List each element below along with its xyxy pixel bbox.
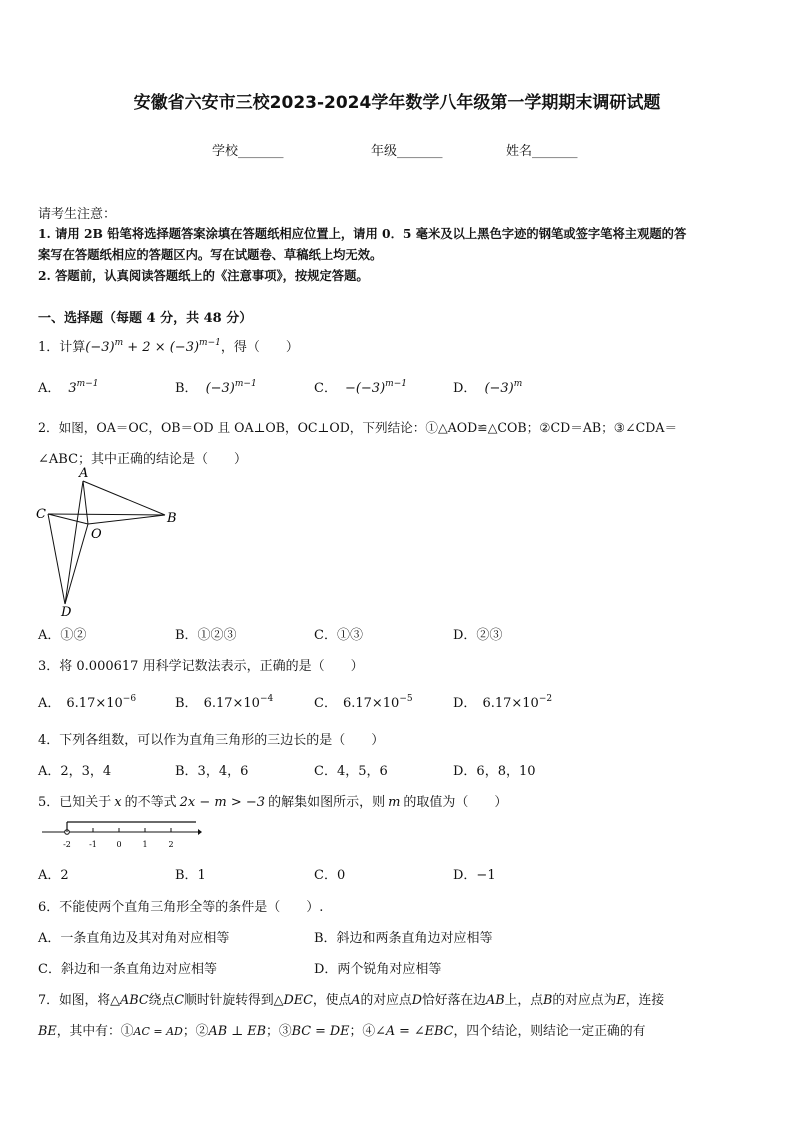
q3-b-sup: −4 [259,694,274,704]
q3-c-base: 6.17×10 [342,696,400,711]
q1-option-b [175,377,257,396]
q7-conclusion-4: ∠A = ∠EBC [375,1024,454,1039]
q4-option-d: D．6，8，10 [453,764,536,779]
q1-b-sup: m−1 [234,379,257,389]
q5-option-c: C．0 [314,868,346,883]
q7-seg-be: BE [38,1024,57,1039]
q2-figure [30,466,190,622]
q1-c-label: C． [314,381,337,396]
grade-field: 年级_______ [371,144,443,159]
segment-ao [83,481,88,524]
q1-expr-mid: + 2 × (−3) [123,340,200,355]
q6-stem: 6．不能使两个直角三角形全等的条件是（ ）. [38,900,324,915]
q1-b-label: B． [175,381,198,396]
q3-a-sup: −6 [122,694,137,704]
notice-line-1: 1. 请用 2B 铅笔将选择题答案涂填在答题纸相应位置上，请用 0．5 毫米及以上黑色字迹的钢笔或签字笔将主观题的答 [38,226,687,241]
q5-stem-b: 的不等式 [124,795,177,810]
q2-stem-line-2: ∠ABC；其中正确的结论是（ ） [38,452,248,467]
q7-tri-dec: △DEC [273,993,313,1008]
q6-option-d: D．两个锐角对应相等 [314,962,442,977]
page-title: 安徽省六安市三校2023-2024学年数学八年级第一学期期末调研试题 [133,93,661,113]
q5-stem [38,791,507,810]
q7-pt-a: A [351,993,361,1008]
q7-t3: 顺时针旋转得到 [184,993,274,1008]
q5-stem-a: 5．已知关于 [38,795,112,810]
q3-c-label: C． [314,696,337,711]
q7-t11: ；② [182,1024,209,1039]
q7-t6: 恰好落在边 [421,993,486,1008]
q3-option-d [453,692,552,711]
section-heading: 一、选择题（每题 4 分，共 48 分） [38,311,253,326]
label-d: D [61,605,72,620]
q2-option-c: C．①③ [314,628,363,643]
segment-ad [65,481,83,604]
school-field: 学校_______ [212,144,284,159]
q1-a-base: 3 [68,381,77,396]
q7-t5: 的对应点 [360,993,412,1008]
q1-expr-sup1: m [114,338,124,348]
notice-heading: 请考生注意： [38,207,117,222]
q5-option-b: B．1 [175,868,206,883]
q3-a-base: 6.17×10 [66,696,123,711]
q3-a-label: A． [38,696,61,711]
q3-option-c [314,692,413,711]
q7-stem-line-2 [38,1020,645,1039]
tick-label: 2 [168,840,174,849]
q7-pt-c: C [174,993,185,1008]
q7-pt-d: D [411,993,422,1008]
q3-d-label: D． [453,696,477,711]
q1-b-base: (−3) [205,381,235,396]
tick-label: -1 [89,840,97,849]
q6-option-a: A．一条直角边及其对角对应相等 [38,931,230,946]
q7-t8: 的对应点为 [552,993,617,1008]
q1-option-a [38,377,98,396]
q1-a-label: A． [38,381,61,396]
label-a: A [79,466,89,481]
label-o: O [91,527,102,542]
q1-d-base: (−3) [484,381,514,396]
q7-t12: ；③ [266,1024,292,1039]
segment-ab [83,481,165,515]
q7-t4: ，使点 [312,993,352,1008]
tick-label: 0 [116,840,122,849]
q1-expr-sup2: m−1 [199,338,221,348]
segment-od [65,524,88,604]
q6-option-b: B．斜边和两条直角边对应相等 [314,931,493,946]
q1-prefix: 1．计算 [38,340,86,355]
tick-label: 1 [142,840,148,849]
q4-stem: 4．下列各组数，可以作为直角三角形的三边长的是（ ） [38,733,385,748]
label-c: C [36,507,46,522]
q2-option-a: A．①② [38,628,87,643]
notice-line-3: 2. 答题前，认真阅读答题纸上的《注意事项》，按规定答题。 [38,268,369,283]
q5-inequality: 2x − m > −3 [179,795,266,810]
q3-stem: 3．将 0.000617 用科学记数法表示，正确的是（ ） [38,659,364,674]
segment-co [48,514,88,524]
q2-stem-line-1: 2．如图，OA＝OC，OB＝OD 且 OA⊥OB，OC⊥OD，下列结论：①△AOD≌△COB；②CD＝AB；③∠CDA＝ [38,420,678,435]
notice-line-2: 案写在答题纸相应的答题区内。写在试题卷、草稿纸上均无效。 [38,247,383,262]
q3-c-sup: −5 [399,694,413,704]
q1-suffix: ，得（ ） [220,340,299,355]
q4-option-b: B．3，4，6 [175,764,249,779]
q5-var-m: m [388,795,401,810]
q1-stem [38,336,299,355]
q4-option-c: C．4，5，6 [314,764,388,779]
q1-a-sup: m−1 [76,379,99,389]
segment-ob [88,515,165,524]
label-b: B [167,511,177,526]
q7-t10: ，其中有：① [56,1024,134,1039]
q5-option-d: D．−1 [453,868,496,883]
q4-option-a: A．2，3，4 [38,764,112,779]
q1-d-label: D． [453,381,477,396]
q2-option-d: D．②③ [453,628,503,643]
q3-option-b [175,692,273,711]
q5-var-x: x [114,795,122,810]
q2-option-b: B．①②③ [175,628,237,643]
q7-tri-abc: △ABC [110,993,149,1008]
q1-expr [85,340,221,355]
name-field: 姓名_______ [506,144,578,159]
q1-option-c [314,377,407,396]
q7-pt-e: E [616,993,626,1008]
q3-option-a [38,692,136,711]
q7-conclusion-1: AC = AD [133,1025,183,1038]
q7-stem-line-1 [38,989,664,1008]
q1-expr-base: (−3) [85,340,115,355]
q1-c-base: −(−3) [344,381,386,396]
q7-t9: ，连接 [625,993,665,1008]
q6-option-c: C．斜边和一条直角边对应相等 [38,962,217,977]
q7-t7: 上，点 [504,993,543,1008]
q7-conclusion-2: AB ⊥ EB [208,1024,267,1039]
tick-label: -2 [63,840,71,849]
q1-c-sup: m−1 [385,379,407,389]
segment-cd [48,514,65,604]
q7-t1: 7．如图，将 [38,993,111,1008]
q5-stem-c: 的解集如图所示，则 [268,795,386,810]
q5-stem-d: 的取值为（ ） [403,795,508,810]
q7-t2: 绕点 [148,993,175,1008]
q7-t14: ，四个结论，则结论一定正确的有 [453,1024,646,1039]
q3-d-base: 6.17×10 [482,696,539,711]
q3-b-label: B． [175,696,198,711]
q7-seg-ab: AB [485,993,505,1008]
q7-conclusion-3: BC = DE [291,1024,350,1039]
q7-pt-b: B [543,993,553,1008]
q1-d-sup: m [513,379,523,389]
q5-number-line [40,818,202,852]
q5-option-a: A．2 [38,868,69,883]
q3-d-sup: −2 [538,694,553,704]
q1-option-d [453,377,522,396]
q7-t13: ；④ [349,1024,376,1039]
number-line-arrow [198,829,202,835]
q3-b-base: 6.17×10 [203,696,260,711]
segment-cb [48,514,165,515]
